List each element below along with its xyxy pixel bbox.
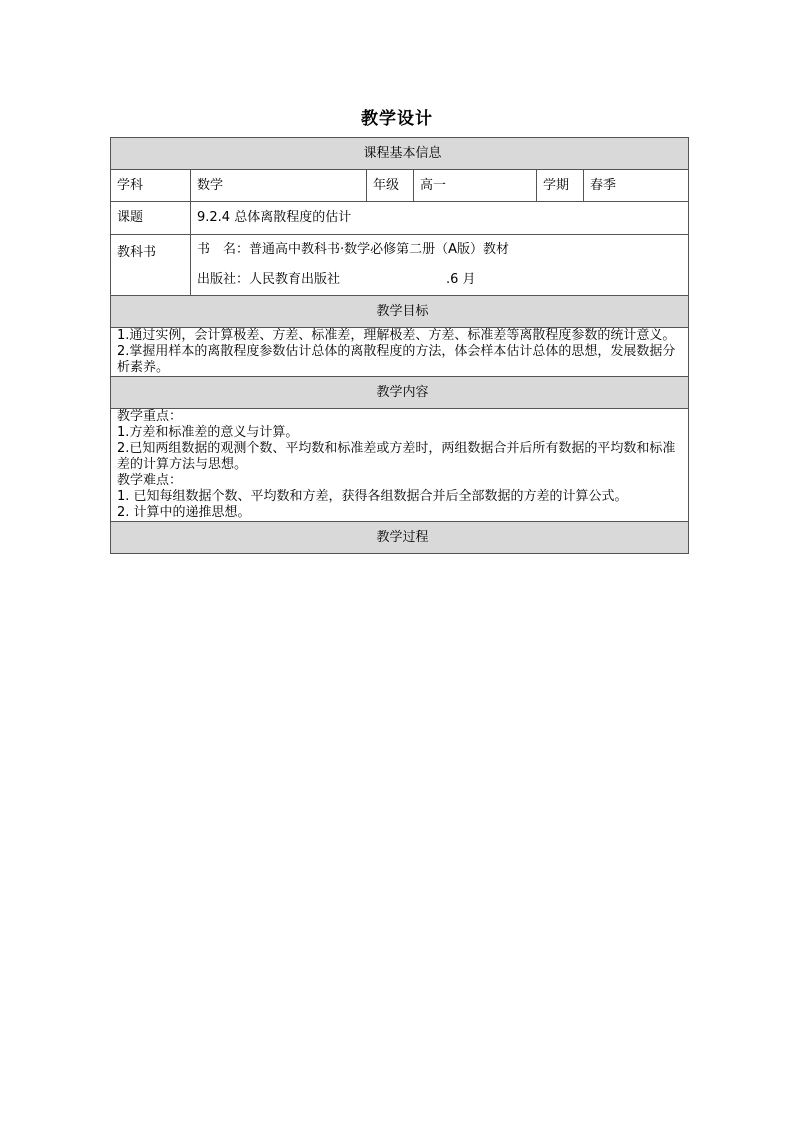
objective-item: 2.掌握用样本的离散程度参数估计总体的离散程度的方法，体会样本估计总体的思想，发展数据分析素养。 <box>117 344 676 375</box>
textbook-name: 书 名：普通高中教科书·数学必修第二册（A版）教材 <box>197 242 510 257</box>
textbook-publisher-line <box>197 265 688 295</box>
subject-value: 数学 <box>191 170 367 202</box>
key-points-label: 教学重点： <box>117 409 183 424</box>
grade-label: 年级 <box>367 170 414 202</box>
topic-value: 9.2.4 总体离散程度的估计 <box>191 202 689 235</box>
objectives-body <box>111 328 689 377</box>
publish-date: .6 月 <box>446 272 476 287</box>
term-value: 春季 <box>584 170 689 202</box>
objective-item: 1.通过实例，会计算极差、方差、标准差，理解极差、方差、标准差等离散程度参数的统计意义。 <box>117 328 676 343</box>
key-point-item: 2.已知两组数据的观测个数、平均数和标准差或方差时，两组数据合并后所有数据的平均数和标准差的计算方法与思想。 <box>117 441 676 472</box>
term-label: 学期 <box>537 170 584 202</box>
content-body <box>111 409 689 522</box>
subject-label: 学科 <box>111 170 191 202</box>
document-title: 教学设计 <box>361 109 433 129</box>
textbook-info <box>191 235 689 296</box>
grade-value: 高一 <box>414 170 537 202</box>
textbook-label: 教科书 <box>111 235 191 296</box>
section-process-header: 教学过程 <box>111 522 689 554</box>
difficulty-item: 2. 计算中的递推思想。 <box>117 505 251 520</box>
difficulty-item: 1. 已知每组数据个数、平均数和方差，获得各组数据合并后全部数据的方差的计算公式。 <box>117 489 628 504</box>
topic-label: 课题 <box>111 202 191 235</box>
difficulties-label: 教学难点： <box>117 473 183 488</box>
key-point-item: 1.方差和标准差的意义与计算。 <box>117 425 299 440</box>
section-basic-info-header: 课程基本信息 <box>111 138 689 170</box>
lesson-plan-table <box>110 137 689 554</box>
section-content-header: 教学内容 <box>111 377 689 409</box>
section-objectives-header: 教学目标 <box>111 296 689 328</box>
publisher-name: 出版社：人民教育出版社 <box>197 272 341 287</box>
